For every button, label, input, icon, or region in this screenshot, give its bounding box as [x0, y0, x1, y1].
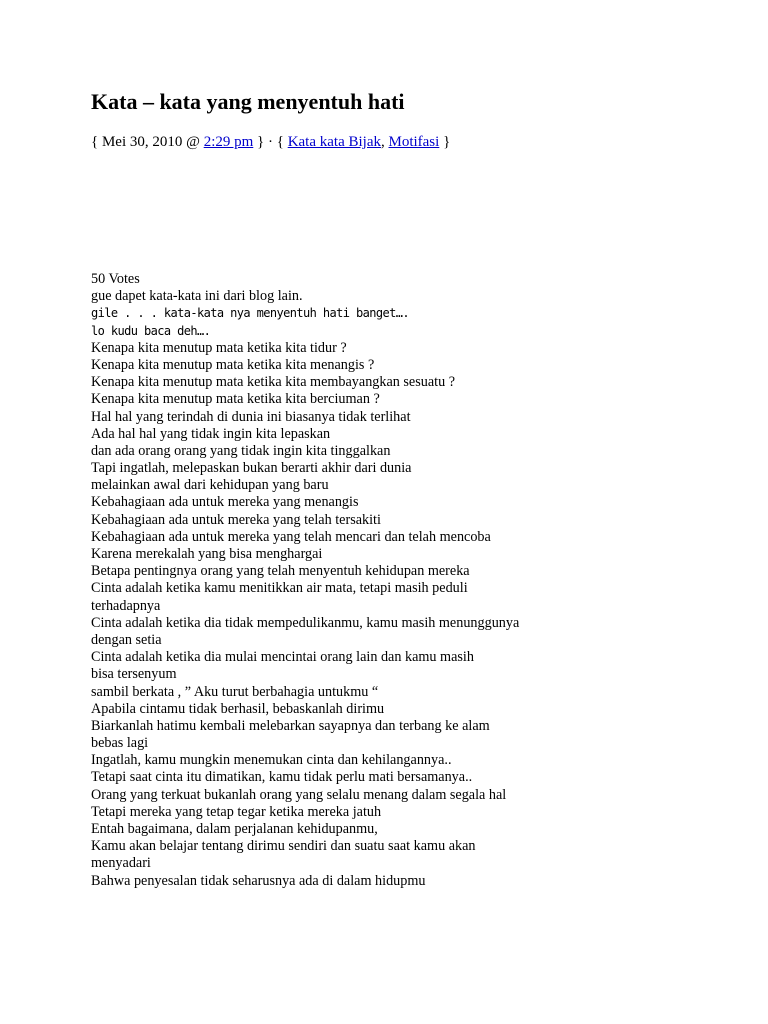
body-line: Kamu akan belajar tentang dirimu sendiri dan suatu saat kamu akan	[91, 838, 476, 855]
category-separator: ,	[380, 134, 389, 150]
body-line: Kebahagiaan ada untuk mereka yang telah mencari dan telah mencoba	[91, 528, 491, 545]
body-line: Hal hal yang terindah di dunia ini biasanya tidak terlihat	[91, 408, 411, 425]
post-date: { Mei 30, 2010 @	[91, 134, 204, 150]
meta-close: }	[439, 134, 451, 150]
post-title: Kata – kata yang menyentuh hati	[91, 89, 405, 114]
body-line: Bahwa penyesalan tidak seharusnya ada di dalam hidupmu	[91, 872, 426, 889]
body-line: Tetapi saat cinta itu dimatikan, kamu tidak perlu mati bersamanya..	[91, 769, 473, 786]
body-line: Kebahagiaan ada untuk mereka yang menangis	[91, 494, 359, 511]
body-line: Cinta adalah ketika dia mulai mencintai orang lain dan kamu masih	[91, 649, 474, 666]
body-line: gue dapet kata-kata ini dari blog lain.	[91, 288, 303, 305]
body-line: Tetapi mereka yang tetap tegar ketika mereka jatuh	[91, 803, 382, 820]
body-line: Kenapa kita menutup mata ketika kita berciuman ?	[91, 391, 380, 408]
category-link-motifasi[interactable]: Motifasi	[388, 134, 440, 150]
body-line: dengan setia	[91, 631, 162, 648]
post-time-link[interactable]: 2:29 pm	[203, 134, 254, 150]
body-line: Cinta adalah ketika kamu menitikkan air mata, tetapi masih peduli	[91, 580, 468, 597]
body-line: Entah bagaimana, dalam perjalanan kehidupanmu,	[91, 821, 378, 837]
body-line: Kenapa kita menutup mata ketika kita membayangkan sesuatu ?	[91, 374, 456, 391]
body-line: Ingatlah, kamu mungkin menemukan cinta dan kehilangannya..	[91, 752, 452, 769]
meta-separator: } · {	[253, 134, 288, 150]
post-body	[91, 271, 691, 890]
body-line: melainkan awal dari kehidupan yang baru	[91, 477, 329, 494]
body-line: sambil berkata , ” Aku turut berbahagia untukmu “	[91, 683, 379, 700]
body-line: terhadapnya	[91, 597, 161, 614]
body-line: menyadari	[91, 855, 151, 872]
body-line: gile . . . kata-kata nya menyentuh hati banget….	[91, 306, 409, 321]
body-line: Cinta adalah ketika dia tidak mempedulikanmu, kamu masih menunggunya	[91, 614, 520, 631]
body-line: Kenapa kita menutup mata ketika kita tidur ?	[91, 339, 347, 356]
body-line: Kebahagiaan ada untuk mereka yang telah tersakiti	[91, 511, 381, 528]
body-line: Karena merekalah yang bisa menghargai	[91, 546, 323, 562]
body-line: Kenapa kita menutup mata ketika kita menangis ?	[91, 356, 375, 373]
body-line: Betapa pentingnya orang yang telah menyentuh kehidupan mereka	[91, 563, 470, 580]
body-line: dan ada orang orang yang tidak ingin kita tinggalkan	[91, 442, 391, 459]
body-line: Ada hal hal yang tidak ingin kita lepaskan	[91, 425, 331, 442]
body-line: bisa tersenyum	[91, 666, 177, 683]
category-link-kata-kata-bijak[interactable]: Kata kata Bijak	[287, 134, 381, 150]
body-line: Apabila cintamu tidak berhasil, bebaskanlah dirimu	[91, 700, 385, 717]
body-line: Tapi ingatlah, melepaskan bukan berarti akhir dari dunia	[91, 460, 412, 477]
post-meta	[91, 132, 450, 152]
votes-count: 50 Votes	[91, 271, 140, 287]
body-line: Biarkanlah hatimu kembali melebarkan sayapnya dan terbang ke alam	[91, 717, 490, 734]
body-line: lo kudu baca deh….	[91, 323, 211, 338]
body-line: Orang yang terkuat bukanlah orang yang selalu menang dalam segala hal	[91, 786, 507, 803]
body-line: bebas lagi	[91, 735, 149, 752]
